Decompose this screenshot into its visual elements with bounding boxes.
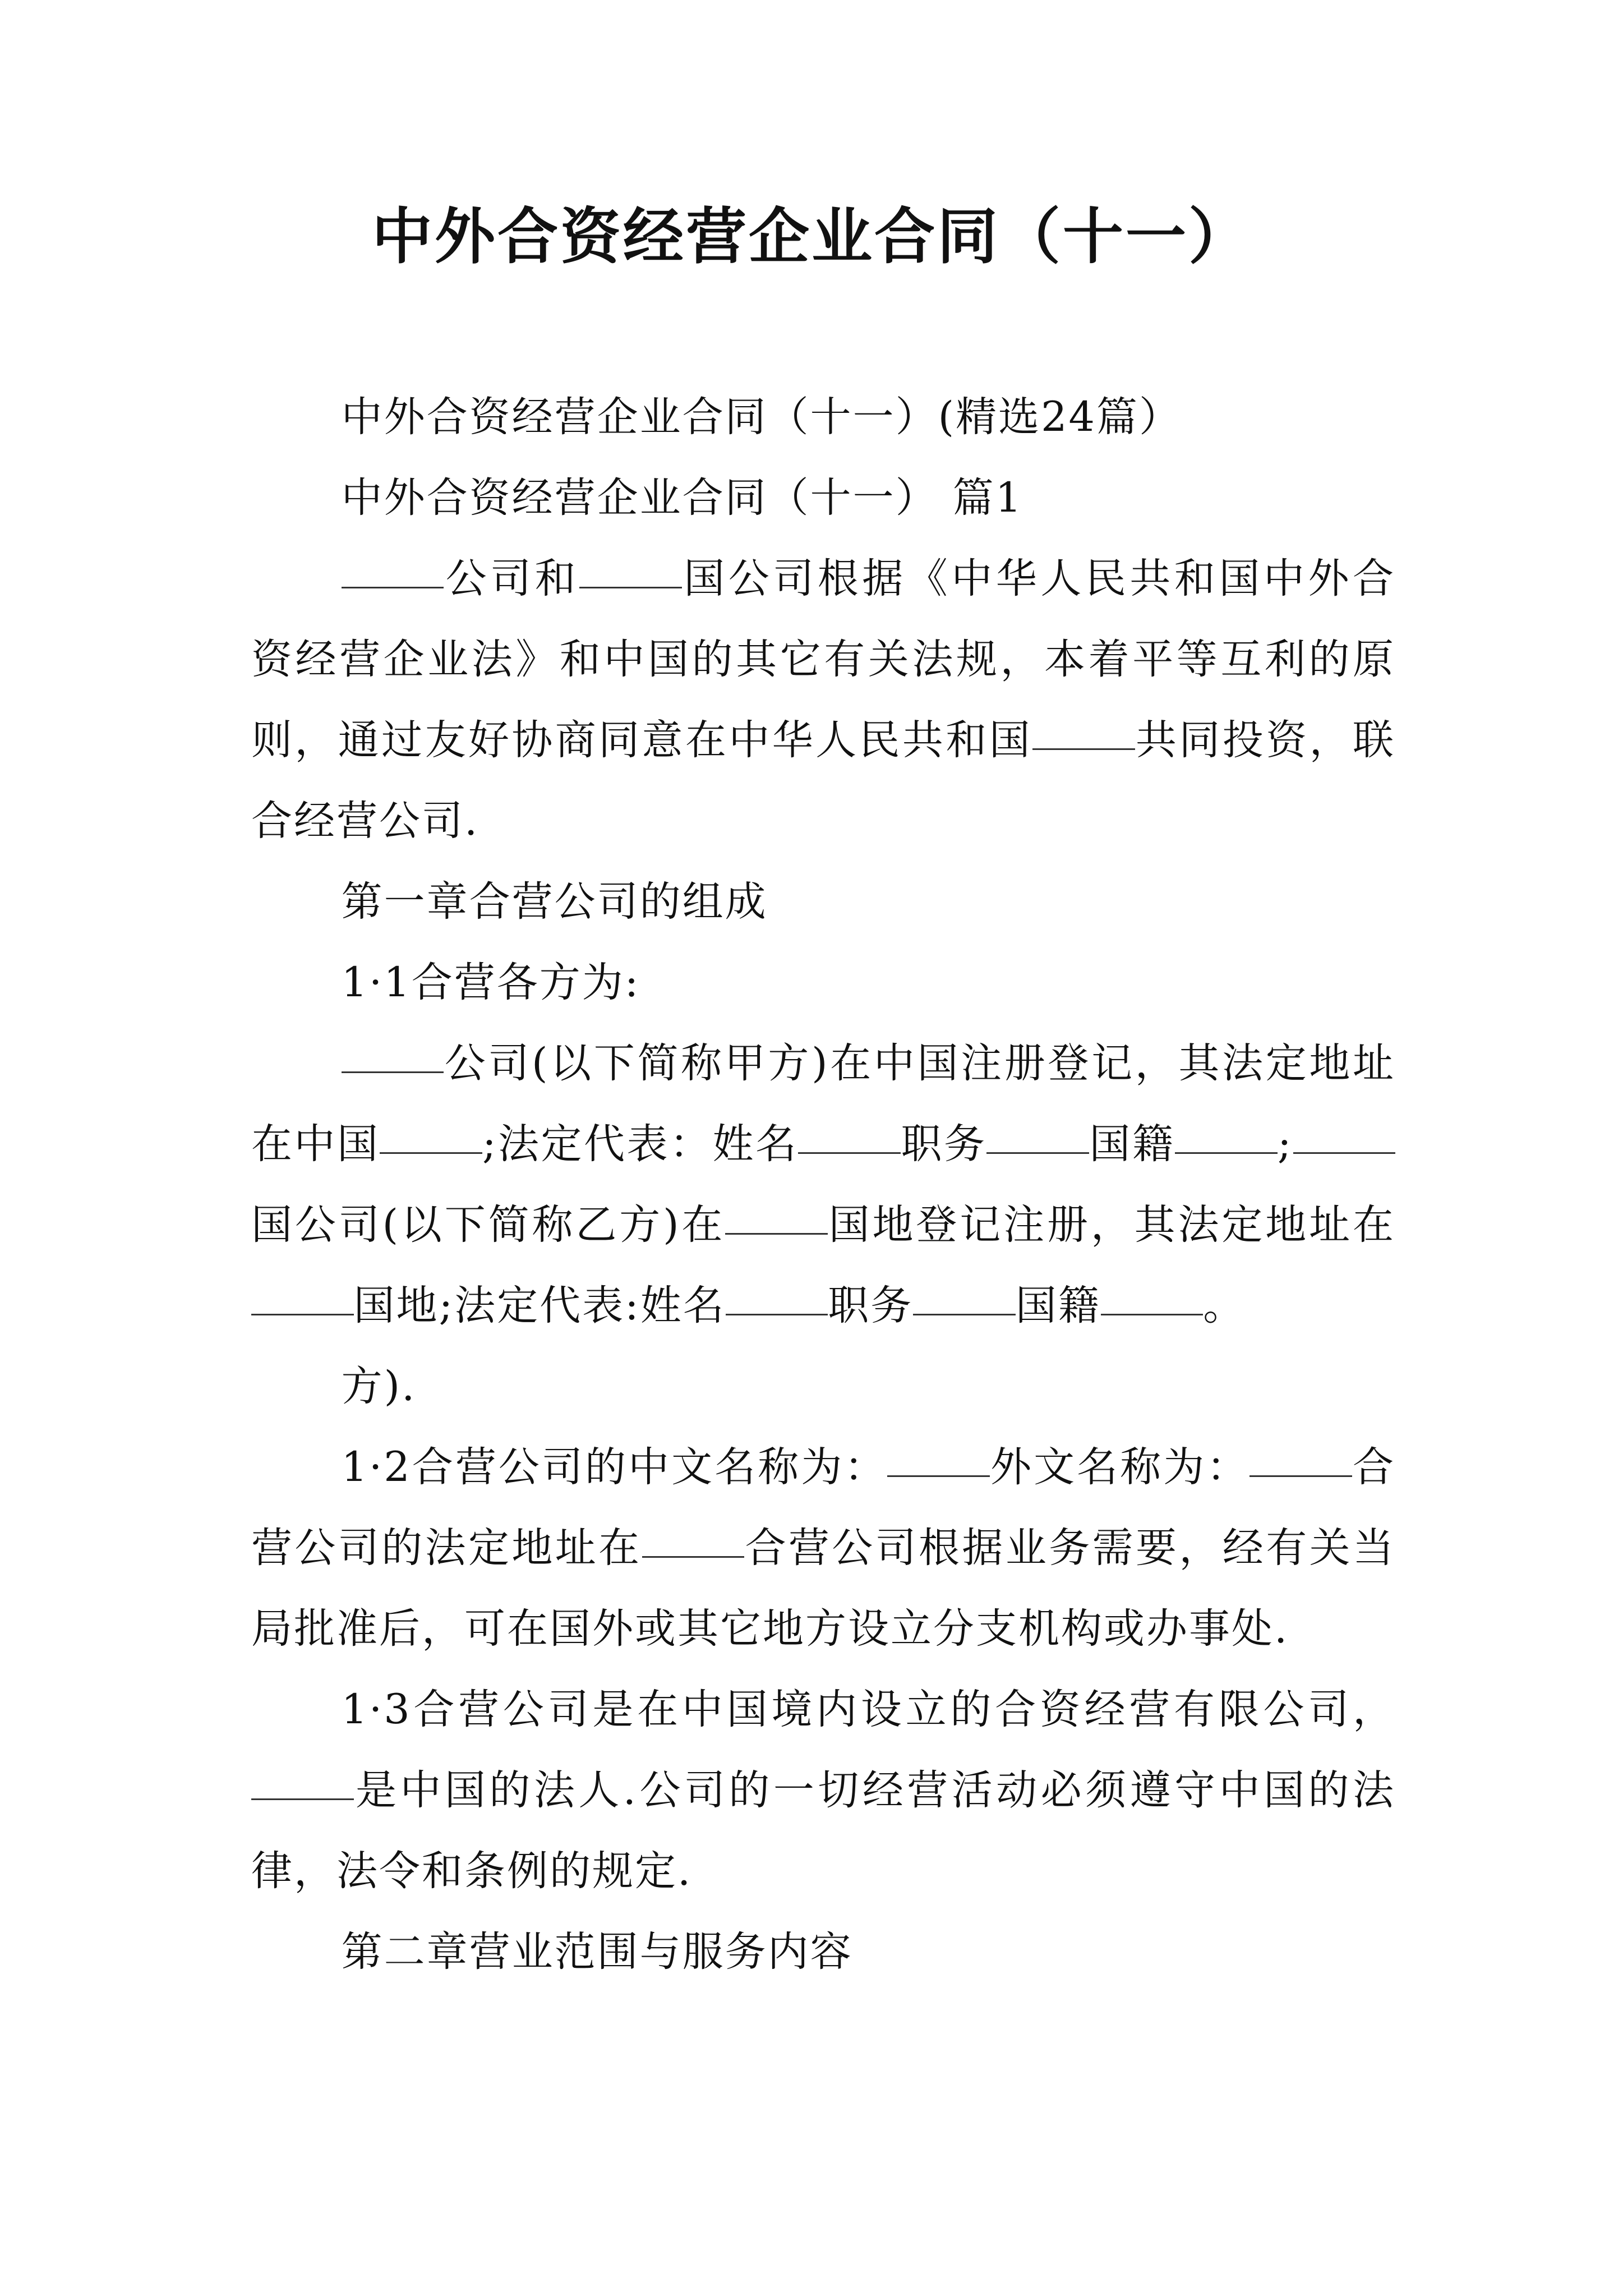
document-title: 中外合资经营企业合同（十一） xyxy=(371,201,1251,272)
chapter-heading: 第一章合营公司的组成 xyxy=(341,878,768,926)
blank-field xyxy=(1249,1453,1352,1477)
paragraph-fragment: 方). xyxy=(341,1363,417,1410)
document-body xyxy=(251,377,1395,1993)
blank-field xyxy=(380,1130,482,1154)
paragraph-legal-status: 1·3合营公司是在中国境内设立的合资经营有限公司，是中国的法人.公司的一切经营活动必须遵守中国的法律，法令和条例的规定. xyxy=(251,1686,1395,1895)
blank-field xyxy=(1101,1291,1204,1315)
paragraph-company-name: 1·2合营公司的中文名称为： 外文名称为： 合营公司的法定地址在 合营公司根据业务需要，经有关当局批准后，可在国外或其它地方设立分支机构或办事处. xyxy=(251,1443,1396,1653)
blank-field xyxy=(726,1291,828,1315)
paragraph-parties: 公司(以下简称甲方)在中国注册登记，其法定地址在中国 ;法定代表：姓名 职务 国籍 ;国公司(以下简称乙方)在 国地登记注册，其法定地址在国地;法定代表:姓名 职务 国籍 。 xyxy=(251,1039,1395,1329)
blank-field xyxy=(986,1130,1089,1154)
document-subtitle: 中外合资经营企业合同（十一）(精选24篇） xyxy=(341,393,1182,441)
blank-field xyxy=(887,1453,990,1477)
blank-field xyxy=(798,1130,901,1154)
section-heading: 中外合资经营企业合同（十一） 篇1 xyxy=(341,474,1023,522)
paragraph-preamble: 公司和 国公司根据《中华人民共和国中外合资经营企业法》和中国的其它有关法规，本着平等互利的原则，通过友好协商同意在中华人民共和国 共同投资，联合经营公司. xyxy=(251,555,1396,845)
blank-field xyxy=(579,564,682,588)
blank-field xyxy=(913,1291,1016,1315)
blank-field xyxy=(725,1211,828,1235)
blank-field xyxy=(342,1049,444,1073)
clause-heading: 1·1合营各方为: xyxy=(341,959,640,1006)
blank-field xyxy=(1032,726,1135,750)
blank-field xyxy=(642,1534,745,1558)
blank-field xyxy=(1293,1130,1396,1154)
blank-field xyxy=(251,1776,354,1800)
blank-field xyxy=(1175,1130,1278,1154)
blank-field xyxy=(342,564,444,588)
chapter-heading: 第二章营业范围与服务内容 xyxy=(341,1928,853,1976)
blank-field xyxy=(251,1291,354,1315)
